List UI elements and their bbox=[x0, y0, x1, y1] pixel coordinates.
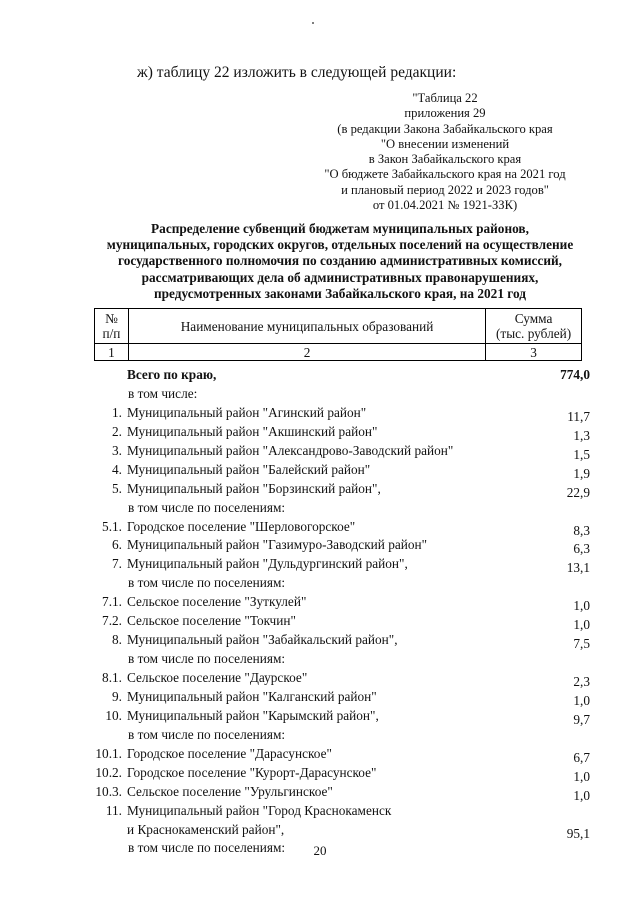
page-number: 20 bbox=[313, 843, 327, 858]
table-row bbox=[0, 385, 640, 404]
table-title bbox=[80, 221, 600, 302]
row-amount: 95,1 bbox=[566, 825, 590, 841]
row-name: и Краснокаменский район", bbox=[127, 821, 285, 837]
row-name: в том числе по поселениям: bbox=[128, 726, 286, 742]
table-row bbox=[0, 745, 640, 764]
row-amount: 11,7 bbox=[567, 408, 590, 424]
row-number: 3. bbox=[112, 442, 122, 458]
row-amount: 6,7 bbox=[573, 749, 590, 765]
table-row bbox=[0, 555, 640, 574]
table-row bbox=[0, 518, 640, 537]
row-name: в том числе по поселениям: bbox=[128, 840, 286, 856]
row-amount: 774,0 bbox=[560, 367, 590, 382]
row-amount: 1,0 bbox=[573, 787, 590, 803]
table-reference-block bbox=[300, 91, 590, 213]
row-name: Сельское поселение "Зуткулей" bbox=[127, 594, 307, 610]
table-row bbox=[0, 726, 640, 745]
row-amount: 7,5 bbox=[573, 636, 590, 652]
row-number: 5.1. bbox=[102, 518, 122, 534]
title-line: рассматривающих дела об административных правонарушениях, bbox=[141, 269, 539, 285]
table-row bbox=[0, 499, 640, 518]
col-amount-header: Сумма (тыс. рублей) bbox=[486, 309, 582, 344]
table-body bbox=[0, 366, 640, 858]
row-amount: 1,0 bbox=[573, 768, 590, 784]
row-number: 2. bbox=[112, 423, 122, 439]
row-name: Сельское поселение "Урульгинское" bbox=[127, 783, 333, 799]
row-name: Сельское поселение "Даурское" bbox=[127, 670, 308, 685]
row-number: 11. bbox=[105, 802, 122, 818]
reference-line: "О бюджете Забайкальского края на 2021 год bbox=[324, 167, 566, 182]
row-amount: 1,9 bbox=[573, 465, 590, 481]
row-name: Муниципальный район "Забайкальский район", bbox=[127, 632, 398, 648]
table-row bbox=[0, 366, 640, 385]
row-amount: 13,1 bbox=[566, 560, 590, 576]
row-amount: 1,0 bbox=[573, 692, 590, 708]
row-amount: 2,3 bbox=[573, 674, 590, 689]
table-row bbox=[0, 631, 640, 650]
col-index-2: 2 bbox=[128, 344, 485, 361]
scan-speck bbox=[312, 22, 314, 24]
row-name: в том числе по поселениям: bbox=[128, 499, 286, 515]
col-index-1: 1 bbox=[95, 344, 129, 361]
reference-line: приложения 29 bbox=[404, 106, 486, 121]
row-amount: 1,0 bbox=[573, 598, 590, 614]
reference-line: (в редакции Закона Забайкальского края bbox=[337, 121, 553, 136]
table-row bbox=[0, 688, 640, 707]
row-name: в том числе по поселениям: bbox=[128, 575, 286, 591]
col-index-3: 3 bbox=[486, 344, 582, 361]
row-number: 1. bbox=[112, 404, 122, 420]
row-number: 4. bbox=[112, 461, 122, 477]
row-number: 10. bbox=[105, 707, 122, 723]
row-name: Муниципальный район "Калганский район" bbox=[127, 688, 377, 704]
table-row bbox=[0, 404, 640, 423]
row-amount: 1,0 bbox=[573, 617, 590, 633]
row-amount: 8,3 bbox=[573, 522, 590, 538]
table-row bbox=[0, 669, 640, 688]
reference-line: "Таблица 22 bbox=[412, 91, 478, 105]
row-name: Городское поселение "Дарасунское" bbox=[127, 745, 332, 761]
row-name: Сельское поселение "Токчин" bbox=[127, 613, 296, 629]
row-amount: 9,7 bbox=[573, 711, 590, 727]
table-row bbox=[0, 593, 640, 612]
row-number: 5. bbox=[112, 480, 122, 496]
title-line: предусмотренных законами Забайкальского края, на 2021 год bbox=[153, 285, 526, 301]
col-number-header: № п/п bbox=[95, 309, 129, 344]
row-number: 7. bbox=[112, 556, 122, 572]
table-row bbox=[0, 802, 640, 821]
intro-text: ж) таблицу 22 изложить в следующей редакции: bbox=[137, 64, 457, 81]
table-row bbox=[0, 480, 640, 499]
table-row bbox=[0, 764, 640, 783]
row-name: Муниципальный район "Газимуро-Заводский район" bbox=[127, 537, 428, 553]
row-amount: 1,5 bbox=[573, 446, 590, 462]
col-name-header: Наименование муниципальных образований bbox=[128, 309, 485, 344]
table-row bbox=[0, 423, 640, 442]
reference-line: и плановый период 2022 и 2023 годов" bbox=[341, 182, 549, 197]
row-name: в том числе: bbox=[128, 385, 198, 401]
row-name: Муниципальный район "Акшинский район" bbox=[127, 423, 378, 439]
table-row bbox=[0, 574, 640, 593]
reference-line: "О внесении изменений bbox=[380, 136, 510, 151]
title-line: муниципальных, городских округов, отдельных поселений на осуществление bbox=[106, 237, 574, 253]
reference-line: в Закон Забайкальского края bbox=[368, 152, 522, 167]
row-amount: 6,3 bbox=[573, 541, 590, 557]
row-name: Муниципальный район "Город Краснокаменск bbox=[127, 802, 392, 818]
row-number: 6. bbox=[112, 537, 122, 553]
table-row bbox=[0, 461, 640, 480]
table-row bbox=[0, 707, 640, 726]
row-name: Муниципальный район "Карымский район", bbox=[127, 707, 379, 723]
reference-line: от 01.04.2021 № 1921-ЗЗК) bbox=[372, 198, 518, 213]
table-row bbox=[0, 783, 640, 802]
table-row bbox=[0, 821, 640, 840]
row-number: 8.1. bbox=[102, 670, 122, 685]
table-row bbox=[0, 442, 640, 461]
title-line: Распределение субвенций бюджетам муниципальных районов, bbox=[151, 221, 529, 236]
row-name: Муниципальный район "Агинский район" bbox=[127, 404, 367, 420]
row-name: в том числе по поселениям: bbox=[128, 651, 286, 667]
row-number: 10.3. bbox=[95, 783, 122, 799]
table-row bbox=[0, 536, 640, 555]
row-number: 10.2. bbox=[95, 764, 122, 780]
table-header bbox=[94, 308, 582, 361]
row-number: 7.1. bbox=[102, 594, 122, 610]
row-number: 9. bbox=[112, 688, 122, 704]
row-name: Муниципальный район "Борзинский район", bbox=[127, 480, 381, 496]
row-name: Всего по краю, bbox=[127, 367, 217, 382]
row-number: 10.1. bbox=[95, 745, 122, 761]
title-line: государственного полномочия по созданию административных комиссий, bbox=[118, 253, 562, 269]
row-name: Городское поселение "Шерловогорское" bbox=[127, 518, 356, 534]
table-row bbox=[0, 650, 640, 669]
row-name: Городское поселение "Курорт-Дарасунское" bbox=[127, 764, 377, 780]
row-amount: 22,9 bbox=[566, 484, 590, 500]
row-amount: 1,3 bbox=[573, 427, 590, 443]
row-name: Муниципальный район "Александрово-Заводский район" bbox=[127, 442, 454, 458]
row-name: Муниципальный район "Дульдургинский район", bbox=[127, 556, 408, 572]
row-name: Муниципальный район "Балейский район" bbox=[127, 461, 371, 477]
table-row bbox=[0, 612, 640, 631]
row-number: 7.2. bbox=[102, 613, 122, 629]
row-number: 8. bbox=[112, 632, 122, 648]
